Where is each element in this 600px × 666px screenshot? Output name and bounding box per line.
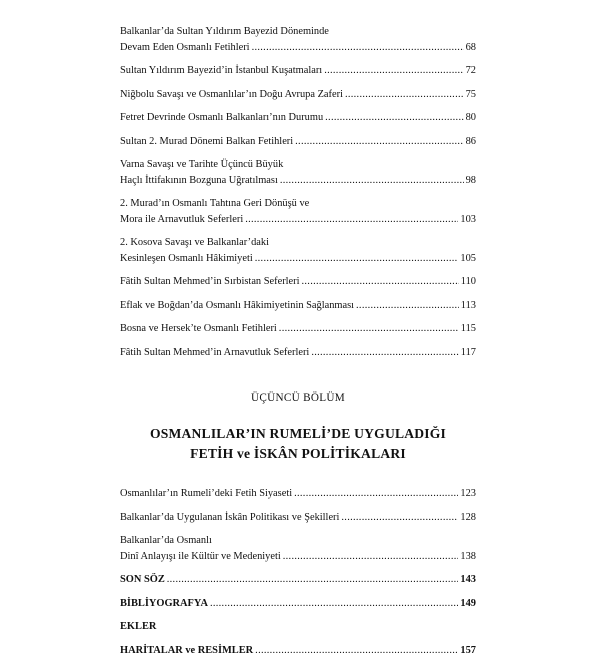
dot-leader [280,173,464,189]
toc-page-number: 105 [460,252,476,264]
toc-entry[interactable] [120,321,476,337]
toc-entry[interactable] [120,596,476,612]
dot-leader [167,572,459,588]
toc-entry[interactable] [120,345,476,361]
toc-entry-title: Fâtih Sultan Mehmed’in Arnavutluk Seferleri [120,346,310,358]
toc-entry-title-line: Varna Savaşı ve Tarihte Üçüncü Büyük [120,159,284,170]
toc-page-number: 103 [460,213,476,225]
toc-entry-title: Haçlı İttifakının Bozguna Uğratılması [120,174,278,186]
dot-leader [325,110,463,126]
toc-page-number: 123 [460,488,476,499]
toc-entry[interactable] [120,157,476,188]
toc-entry[interactable] [120,572,476,588]
dot-leader [283,549,459,565]
toc-entry[interactable] [120,533,476,564]
toc-entry-title-line: Balkanlar’da Osmanlı [120,535,212,546]
dot-leader [341,510,458,526]
dot-leader [295,134,463,150]
toc-entry[interactable] [120,134,476,150]
dot-leader [294,486,458,502]
toc-list-part1 [120,24,476,360]
toc-entry[interactable] [120,63,476,79]
toc-entry-title: Dinî Anlayışı ile Kültür ve Medeniyeti [120,550,281,562]
dot-leader [345,87,464,103]
toc-entry-title: Devam Eden Osmanlı Fetihleri [120,41,250,53]
toc-page-number: 86 [465,135,476,147]
toc-entry-title: BİBLİYOGRAFYA [120,597,208,609]
section-label: ÜÇÜNCÜ BÖLÜM [250,392,346,404]
toc-page-number: 68 [465,41,476,53]
toc-entry[interactable] [120,619,476,635]
dot-leader [252,40,464,56]
toc-entry-title: Kesinleşen Osmanlı Hâkimiyeti [120,252,253,264]
toc-entry-title: Eflak ve Boğdan’da Osmanlı Hâkimiyetinin Sağlanması [120,299,355,311]
toc-page-number: 138 [460,550,476,562]
dot-leader [255,643,458,659]
toc-entry-title-line: 2. Murad’ın Osmanlı Tahtına Geri Dönüşü ve [120,198,310,209]
dot-leader [255,251,459,267]
toc-entry[interactable] [120,274,476,290]
toc-page-number: 115 [460,323,476,334]
toc-entry-title: Mora ile Arnavutluk Seferleri [120,213,244,225]
toc-entry[interactable] [120,643,476,659]
toc-entry-title: Bosna ve Hersek’te Osmanlı Fetihleri [120,323,277,334]
toc-entry-title: EKLER [120,621,157,632]
table-of-contents-page [120,24,476,666]
dot-leader [245,212,458,228]
toc-entry-title-line: 2. Kosova Savaşı ve Balkanlar’daki [120,237,269,248]
toc-page-number: 143 [460,574,476,585]
toc-entry-title: SON SÖZ [120,574,165,585]
toc-entry[interactable] [120,24,476,55]
section-title-line1: OSMANLILAR’IN RUMELİ’DE UYGULADIĞI [149,426,447,441]
dot-leader [279,321,459,337]
toc-page-number: 113 [460,299,476,311]
toc-entry-title: Sultan Yıldırım Bayezid’in İstanbul Kuşatmaları [120,65,323,76]
toc-page-number: 117 [460,346,476,358]
toc-entry[interactable] [120,235,476,266]
toc-list-part2 [120,486,476,658]
toc-entry[interactable] [120,110,476,126]
toc-entry[interactable] [120,486,476,502]
toc-entry-title: Sultan 2. Murad Dönemi Balkan Fetihleri [120,135,294,147]
toc-entry-title: Fâtih Sultan Mehmed’in Sırbistan Seferleri [120,276,300,287]
toc-page-number: 75 [465,88,476,100]
toc-entry[interactable] [120,510,476,526]
toc-page-number: 110 [460,276,476,287]
toc-entry[interactable] [120,298,476,314]
toc-entry-title: Niğbolu Savaşı ve Osmanlılar’ın Doğu Avrupa Zaferi [120,88,343,100]
toc-entry-title-line: Balkanlar’da Sultan Yıldırım Bayezid Döneminde [120,26,329,37]
toc-entry-title: Balkanlar’da Uygulanan İskân Politikası ve Şekilleri [120,511,340,523]
toc-entry-title: Fetret Devrinde Osmanlı Balkanları’nın Durumu [120,112,324,123]
toc-page-number: 80 [465,112,476,123]
toc-page-number: 149 [460,597,476,609]
section-title [120,424,476,464]
toc-entry[interactable] [120,196,476,227]
toc-entry[interactable] [120,87,476,103]
toc-page-number: 72 [465,65,476,76]
toc-entry-title: Osmanlılar’ın Rumeli’deki Fetih Siyaseti [120,488,293,499]
dot-leader [324,63,463,79]
dot-leader [356,298,459,314]
dot-leader [210,596,458,612]
dot-leader [311,345,458,361]
toc-page-number: 157 [460,644,476,656]
toc-page-number: 98 [465,174,476,186]
toc-page-number: 128 [460,511,476,523]
toc-entry-title: HARİTALAR ve RESİMLER [120,644,254,656]
section-title-line2: FETİH ve İSKÂN POLİTİKALARI [190,446,406,461]
dot-leader [302,274,459,290]
